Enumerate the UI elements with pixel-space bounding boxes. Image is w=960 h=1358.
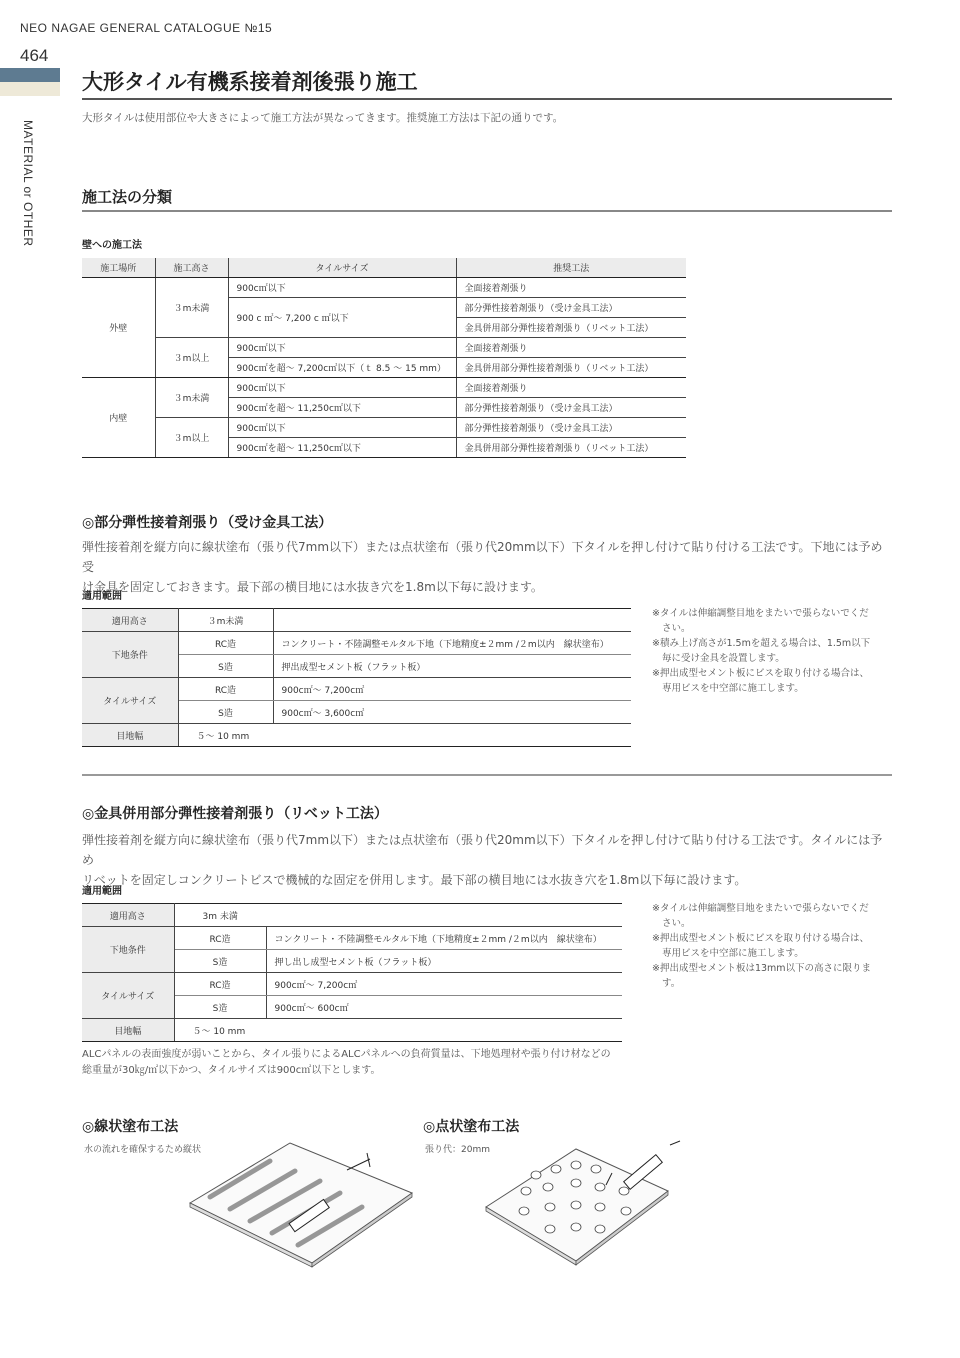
tile-s-label: S造 [174,996,266,1019]
tile-size-cell: 900c㎡を超～ 11,250c㎡以下 [228,438,456,458]
s-value: 押出成型セメント板（フラット板） [273,655,631,678]
s-label: S造 [174,950,266,973]
alc-note [82,1047,642,1079]
section-divider [82,774,892,776]
intro-text: 大形タイルは使用部位や大きさによって施工方法が異なってきます。推奨施工方法は下記の通りです。 [82,112,564,124]
method2-scope-label: 適用範囲 [82,886,122,897]
location-inner-wall: 内壁 [82,378,155,458]
method-cell: 全面接着剤張り [456,338,686,358]
tile-size-cell: 900c㎡以下 [228,418,456,438]
col-header-location: 施工場所 [82,258,155,278]
note: ※タイルは伸縮調整目地をまたいで張らないでください。 [652,608,869,634]
col-header-height: 施工高さ [155,258,228,278]
note: ※押出成型セメント板は13mm以下の高さに限ります。 [652,963,872,989]
method1-scope-table [82,608,631,747]
method-cell: 全面接着剤張り [456,378,686,398]
method2-text-line: 弾性接着剤を縦方向に線状塗布（張り代7mm以下）または点状塗布（張り代20mm以下）下タイルを押し付けて貼り付ける工法です。タイルには予め [82,833,883,867]
method-cell: 部分弾性接着剤張り（受け金具工法） [456,398,686,418]
s-value: 押し出し成型セメント板（フラット板） [266,950,622,973]
page-number: 464 [20,46,49,65]
rc-value: コンクリート・不陸調整モルタル下地（下地精度±２mm /２m以内 線状塗布） [273,632,631,655]
height-label: 適用高さ [82,609,178,632]
tile-rc-value: 900c㎡～ 7,200c㎡ [266,973,622,996]
method1-text-line: 弾性接着剤を縦方向に線状塗布（張り代7mm以下）または点状塗布（張り代20mm以下）下タイルを押し付けて貼り付ける工法です。下地には予め受 [82,540,883,574]
side-category-label: MATERIAL or OTHER [21,120,35,247]
base-condition-label: 下地条件 [82,927,174,973]
tile-rc-label: RC造 [178,678,273,701]
wall-method-subheading: 壁への施工法 [82,240,142,251]
linear-method-caption: 水の流れを確保するため縦状 [84,1145,202,1155]
base-condition-label: 下地条件 [82,632,178,678]
note: ※積み上げ高さが1.5mを超える場合は、1.5m以下毎に受け金具を設置します。 [652,638,871,664]
note: ※押出成型セメント板にビスを取り付ける場合は、専用ビスを中空部に施工します。 [652,668,869,694]
classification-heading: 施工法の分類 [82,188,173,206]
section-tab-beige [0,82,60,96]
rc-value: コンクリート・不陸調整モルタル下地（下地精度±２mm /２m以内 線状塗布） [266,927,622,950]
linear-application-illustration [180,1135,430,1285]
method2-scope-table [82,903,622,1042]
tile-s-label: S造 [178,701,273,724]
rc-label: RC造 [178,632,273,655]
method-cell: 部分弾性接着剤張り（受け金具工法） [456,298,686,318]
linear-method-heading: ◎線状塗布工法 [82,1119,179,1135]
classification-table [82,258,686,458]
joint-width-value: ５～ 10 mm [174,1019,622,1042]
method1-heading: ◎部分弾性接着剤張り（受け金具工法） [82,515,333,531]
height-3m-over: ３m以上 [155,338,228,378]
alc-note-line: 総重量が30㎏/㎡以下かつ、タイルサイズは900c㎡以下とします。 [82,1065,381,1076]
tile-size-cell: 900c㎡を超～ 11,250c㎡以下 [228,398,456,418]
tile-size-cell: 900 c ㎡～ 7,200 c ㎡以下 [228,298,456,338]
table-header-row [82,258,686,278]
tile-size-cell: 900c㎡以下 [228,378,456,398]
note: ※押出成型セメント板にビスを取り付ける場合は、専用ビスを中空部に施工します。 [652,933,869,959]
alc-note-line: ALCパネルの表面強度が弱いことから、タイル張りによるALCパネルへの負荷質量は、下地処理材や張り付け材などの [82,1049,611,1060]
note: ※タイルは伸縮調整目地をまたいで張らないでください。 [652,903,869,929]
tile-s-value: 900c㎡～ 600c㎡ [266,996,622,1019]
method2-notes [652,901,874,991]
tile-rc-label: RC造 [174,973,266,996]
method2-heading: ◎金具併用部分弾性接着剤張り（リベット工法） [82,806,388,822]
joint-width-label: 目地幅 [82,724,178,747]
method-cell: 金具併用部分弾性接着剤張り（リベット工法） [456,358,686,378]
catalogue-title: NEO NAGAE GENERAL CATALOGUE №15 [20,21,273,35]
tile-size-label: タイルサイズ [82,973,174,1019]
dot-method-heading: ◎点状塗布工法 [423,1119,520,1135]
s-label: S造 [178,655,273,678]
tile-size-cell: 900c㎡以下 [228,278,456,298]
joint-width-label: 目地幅 [82,1019,174,1042]
method1-scope-label: 適用範囲 [82,591,122,602]
section-tab-blue [0,68,60,82]
method-cell: 部分弾性接着剤張り（受け金具工法） [456,418,686,438]
method-cell: 金具併用部分弾性接着剤張り（リベット工法） [456,438,686,458]
dot-method-caption: 張り代：20mm [425,1145,490,1155]
page-title: 大形タイル有機系接着剤後張り施工 [82,70,418,94]
title-divider [82,98,892,100]
tile-size-cell: 900c㎡を超～ 7,200c㎡以下（ｔ 8.5 ～ 15 mm） [228,358,456,378]
dot-application-illustration [480,1135,710,1295]
height-value: 3m 未満 [174,904,622,927]
tile-size-cell: 900c㎡以下 [228,338,456,358]
height-under-3m: ３m未満 [155,378,228,418]
height-under-3m: ３m未満 [155,278,228,338]
method-cell: 金具併用部分弾性接着剤張り（リベット工法） [456,318,686,338]
classification-divider [82,210,892,212]
method2-description [82,830,894,890]
col-header-method: 推奨工法 [456,258,686,278]
rc-label: RC造 [174,927,266,950]
method-cell: 全面接着剤張り [456,278,686,298]
tile-size-label: タイルサイズ [82,678,178,724]
col-header-tile-size: タイルサイズ [228,258,456,278]
joint-width-value: ５～ 10 mm [178,724,631,747]
height-label: 適用高さ [82,904,174,927]
location-outer-wall: 外壁 [82,278,155,378]
height-3m-over: ３m以上 [155,418,228,458]
height-value: ３m未満 [178,609,273,632]
method2-text-line: リベットを固定しコンクリートビスで機械的な固定を併用します。最下部の横目地には水抜き穴を1.8m以下毎に設けます。 [82,873,747,887]
method1-description [82,537,894,597]
method1-notes [652,606,874,696]
tile-rc-value: 900c㎡～ 7,200c㎡ [273,678,631,701]
tile-s-value: 900c㎡～ 3,600c㎡ [273,701,631,724]
method1-text-line: け金具を固定しておきます。最下部の横目地には水抜き穴を1.8m以下毎に設けます。 [82,580,543,594]
